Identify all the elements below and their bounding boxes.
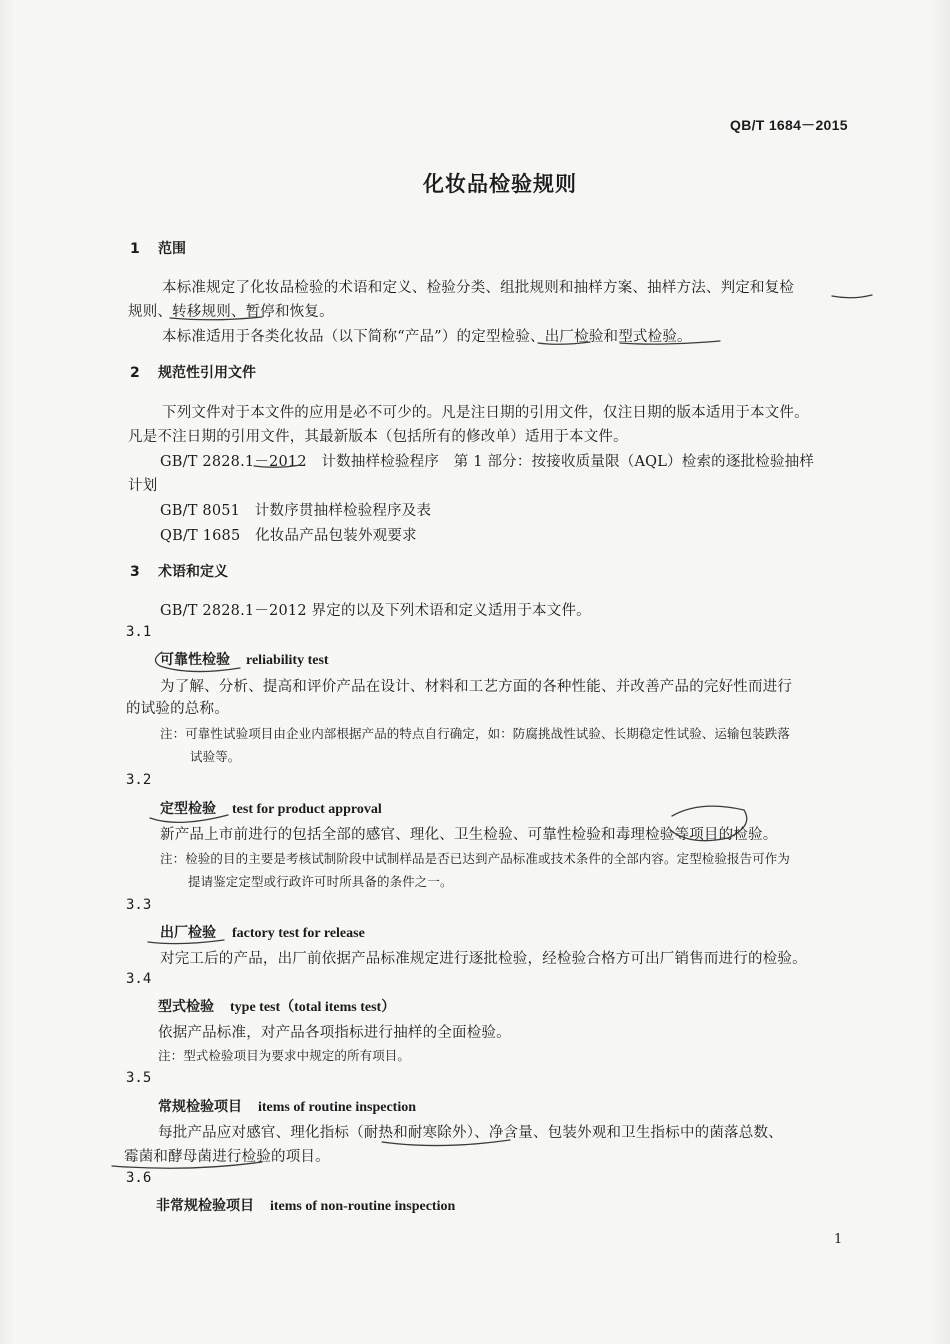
term-zh: 可靠性检验 <box>160 652 230 668</box>
circle-mark <box>155 652 240 672</box>
term-en: reliability test <box>246 653 329 668</box>
term-definition: 新产品上市前进行的包括全部的感官、理化、卫生检验、可靠性检验和毒理检验等项目的检验。 <box>160 827 778 843</box>
term-note: 注：检验的目的主要是考核试制阶段中试制样品是否已达到产品标准或技术条件的全部内容。定型检验报告可作为 <box>160 851 791 866</box>
underline-mark <box>112 1162 262 1168</box>
underline-mark <box>832 295 872 298</box>
term-note: 注：可靠性试验项目由企业内部根据产品的特点自行确定，如：防腐挑战性试验、长期稳定性试验、运输包装跌落 <box>160 726 791 741</box>
standard-code: QB/T 1684－2015 <box>730 117 848 133</box>
section-3-intro: GB/T 2828.1－2012 界定的以及下列术语和定义适用于本文件。 <box>160 603 591 619</box>
section-title: 术语和定义 <box>158 564 228 580</box>
term-en: items of routine inspection <box>258 1100 417 1115</box>
term-zh: 常规检验项目 <box>158 1099 242 1115</box>
term-note-cont: 提请鉴定定型或行政许可时所具备的条件之一。 <box>188 874 453 889</box>
underline-mark <box>538 342 590 344</box>
section-1-para-1: 本标准规定了化妆品检验的术语和定义、检验分类、组批规则和抽样方案、抽样方法、判定和复检 <box>162 280 795 296</box>
clause-number: 3.5 <box>126 1070 152 1086</box>
term-en: factory test for release <box>232 926 365 941</box>
clause-number: 3.6 <box>126 1170 152 1186</box>
section-number: 3 <box>130 564 140 580</box>
section-number: 1 <box>130 241 140 257</box>
section-1-para-1-cont: 规则、转移规则、暂停和恢复。 <box>128 304 334 320</box>
underline-mark <box>382 1140 510 1146</box>
term-zh: 定型检验 <box>160 801 216 817</box>
underline-mark <box>620 341 720 344</box>
term-en: test for product approval <box>232 802 382 817</box>
term-en: type test（total items test） <box>230 1000 396 1015</box>
section-title: 范围 <box>158 241 186 257</box>
clause-number: 3.2 <box>126 772 152 788</box>
section-2-para-1: 下列文件对于本文件的应用是必不可少的。凡是注日期的引用文件，仅注日期的版本适用于本文件。 <box>162 405 809 421</box>
term-zh: 型式检验 <box>158 999 214 1015</box>
term-definition-cont: 霉菌和酵母菌进行检验的项目。 <box>124 1149 330 1165</box>
reference-1-cont: 计划 <box>128 478 158 494</box>
underline-mark <box>150 815 228 822</box>
term-definition: 每批产品应对感官、理化指标（耐热和耐寒除外）、净含量、包装外观和卫生指标中的菌落总数、 <box>158 1125 783 1141</box>
term-note: 注：型式检验项目为要求中规定的所有项目。 <box>158 1048 411 1063</box>
document-title: 化妆品检验规则 <box>423 172 577 196</box>
term-definition: 为了解、分析、提高和评价产品在设计、材料和工艺方面的各种性能、并改善产品的完好性而进行 <box>160 679 793 695</box>
reference-2: GB/T 8051 计数序贯抽样检验程序及表 <box>160 503 432 519</box>
section-title: 规范性引用文件 <box>158 365 256 381</box>
reference-1: GB/T 2828.1－2012 计数抽样检验程序 第 1 部分：按接收质量限（AQL）检索的逐批检验抽样 <box>160 454 815 470</box>
clause-number: 3.1 <box>126 624 152 640</box>
term-definition: 对完工后的产品，出厂前依据产品标准规定进行逐批检验，经检验合格方可出厂销售而进行的检验。 <box>160 951 807 967</box>
section-1-para-2: 本标准适用于各类化妆品（以下简称“产品”）的定型检验、出厂检验和型式检验。 <box>162 329 692 345</box>
section-2-para-1-cont: 凡是不注日期的引用文件，其最新版本（包括所有的修改单）适用于本文件。 <box>128 429 628 445</box>
clause-number: 3.3 <box>126 897 152 913</box>
term-zh: 出厂检验 <box>160 925 216 941</box>
term-en: items of non-routine inspection <box>270 1199 456 1214</box>
term-definition-cont: 的试验的总称。 <box>126 701 229 717</box>
term-definition: 依据产品标准，对产品各项指标进行抽样的全面检验。 <box>158 1025 511 1041</box>
underline-mark <box>254 465 300 467</box>
circle-mark <box>670 806 747 841</box>
underline-mark <box>148 940 224 944</box>
section-number: 2 <box>130 365 140 381</box>
underline-mark <box>170 317 262 320</box>
term-zh: 非常规检验项目 <box>156 1198 254 1214</box>
page-number: 1 <box>834 1232 843 1247</box>
term-note-cont: 试验等。 <box>190 749 241 764</box>
clause-number: 3.4 <box>126 971 152 987</box>
reference-3: QB/T 1685 化妆品产品包装外观要求 <box>160 528 417 544</box>
